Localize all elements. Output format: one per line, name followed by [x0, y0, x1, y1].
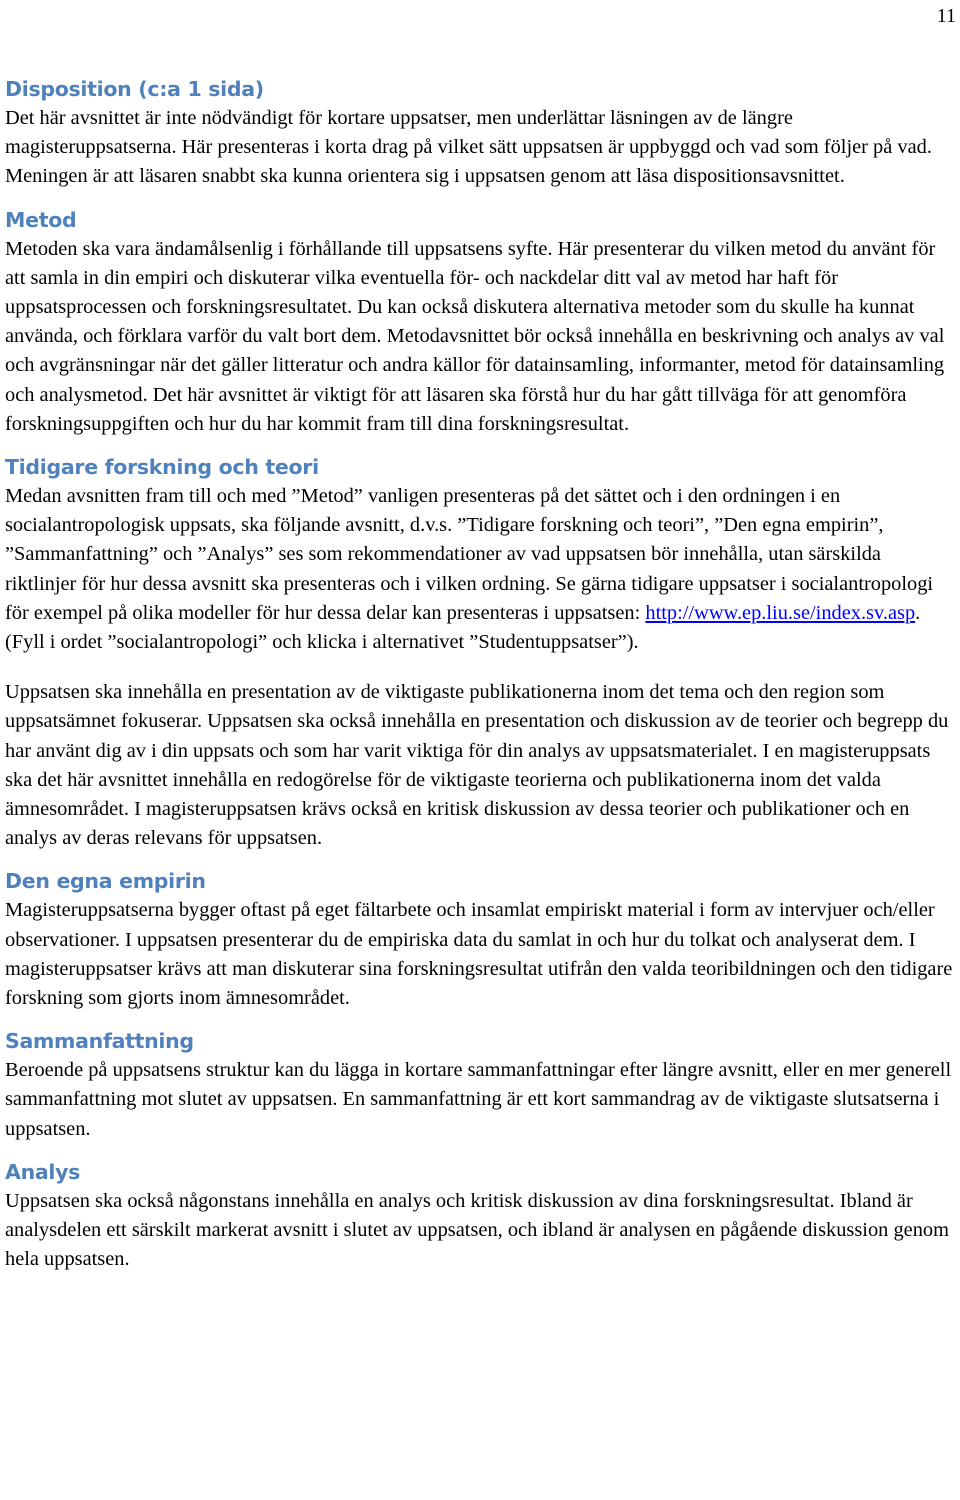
paragraph-text: . (Fyll i ordet ”socialantropologi” och klicka i alternativet ”Studentuppsatser”). [5, 601, 921, 654]
section-paragraph: Beroende på uppsatsens struktur kan du lägga in kortare sammanfattningar efter längre avsnitt, eller en mer generell sammanfattning mot slutet av uppsatsen. En sammanfattning är ett kort sammandrag av de viktigaste slutsatserna i uppsatsen. [5, 1059, 952, 1140]
section-paragraph: Magisteruppsatserna bygger oftast på eget fältarbete och insamlat empiriskt material i form av intervjuer och/eller observationer. I uppsatsen presenterar du de empiriska data du samlat in och hur du tolkat och analyserat dem. I magisteruppsatser krävs att man diskuterar sina forskningsresultat utifrån den valda teoribildningen och den tidigare forskning som gjorts inom ämnesområdet. [5, 899, 953, 1010]
section-tidigare-forskning [5, 452, 955, 853]
section-paragraph: Det här avsnittet är inte nödvändigt för kortare uppsatser, men underlättar läsningen av de längre magisteruppsatserna. Här presenteras i korta drag på vilket sätt uppsatsen är uppbyggd och vad som följer på vad. Meningen är att läsaren snabbt ska kunna orientera sig i uppsatsen genom att läsa dispositionsavsnittet. [5, 107, 932, 188]
section-paragraph: Metoden ska vara ändamålsenlig i förhållande till uppsatsens syfte. Här presenterar du vilken metod du använt för att samla in din empiri och diskuterar vilka eventuella för- och nackdelar ditt val av metod har haft för uppsatsprocessen och forskningsresultatet. Du kan också diskutera alternativa metoder som du skulle ha kunnat använda, och förklara varför du valt bort dem. Metodavsnittet bör också innehålla en beskrivning och analys av val och avgränsningar när det gäller litteratur och andra källor för datainsamling, informanter, metod för datainsamling och analysmetod. Det här avsnittet är viktigt för att läsaren ska förstå hur du har gått tillväga för att genomföra forskningsuppgiften och hur du har kommit fram till dina forskningsresultat. [5, 237, 945, 435]
page-number: 11 [936, 5, 956, 27]
liu-uppsatser-link[interactable]: http://www.ep.liu.se/index.sv.asp [645, 601, 916, 624]
section-analys [5, 1157, 955, 1275]
section-heading-den-egna-empirin: Den egna empirin [5, 869, 206, 894]
section-paragraph: Uppsatsen ska också någonstans innehålla en analys och kritisk diskussion av dina forskningsresultat. Ibland är analysdelen ett särskilt markerat avsnitt i slutet av uppsatsen, och ibland är analysen en pågående diskussion genom hela uppsatsen. [5, 1189, 949, 1271]
paragraph-text: Medan avsnitten fram till och med ”Metod” vanligen presenteras på det sättet och i den ordningen i en socialantropologisk uppsats, ska följande avsnitt, d.v.s. ”Tidigare forskning och teori”, ”Den egna empirin”, ”Sammanfattning” och ”Analys” ses som rekommendationer av vad uppsatsen bör innehålla, utan särskilda riktlinjer för hur dessa avsnitt ska presenteras och i vilken ordning. Se gärna tidigare uppsatser i socialantropologi för exempel på olika modeller för hur dessa delar kan presenteras i uppsatsen: [5, 485, 934, 624]
section-paragraph: Uppsatsen ska innehålla en presentation av de viktigaste publikationerna inom det tema och den region som uppsatsämnet fokuserar. Uppsatsen ska också innehålla en presentation och diskussion av de teorier och begrepp du har använt dig av i din uppsats och som har varit viktiga för din analys av uppsatsmaterialet. I en magisteruppsats ska det här avsnittet innehålla en redogörelse för de viktigaste teorierna och publikationerna inom det valda ämnesområdet. I magisteruppsatsen krävs också en kritisk diskussion av dessa teorier och publikationer och en analys av deras relevans för uppsatsen. [5, 681, 949, 850]
section-den-egna-empirin [5, 866, 955, 1013]
section-metod [5, 205, 955, 439]
section-heading-sammanfattning: Sammanfattning [5, 1029, 194, 1054]
section-disposition [5, 74, 955, 192]
section-sammanfattning [5, 1026, 955, 1144]
document-body [5, 74, 955, 1275]
section-heading-disposition: Disposition (c:a 1 sida) [5, 77, 264, 101]
section-heading-analys: Analys [5, 1159, 81, 1184]
section-paragraph [5, 482, 955, 657]
section-heading-tidigare-forskning: Tidigare forskning och teori [5, 455, 319, 480]
section-heading-metod: Metod [5, 207, 77, 232]
